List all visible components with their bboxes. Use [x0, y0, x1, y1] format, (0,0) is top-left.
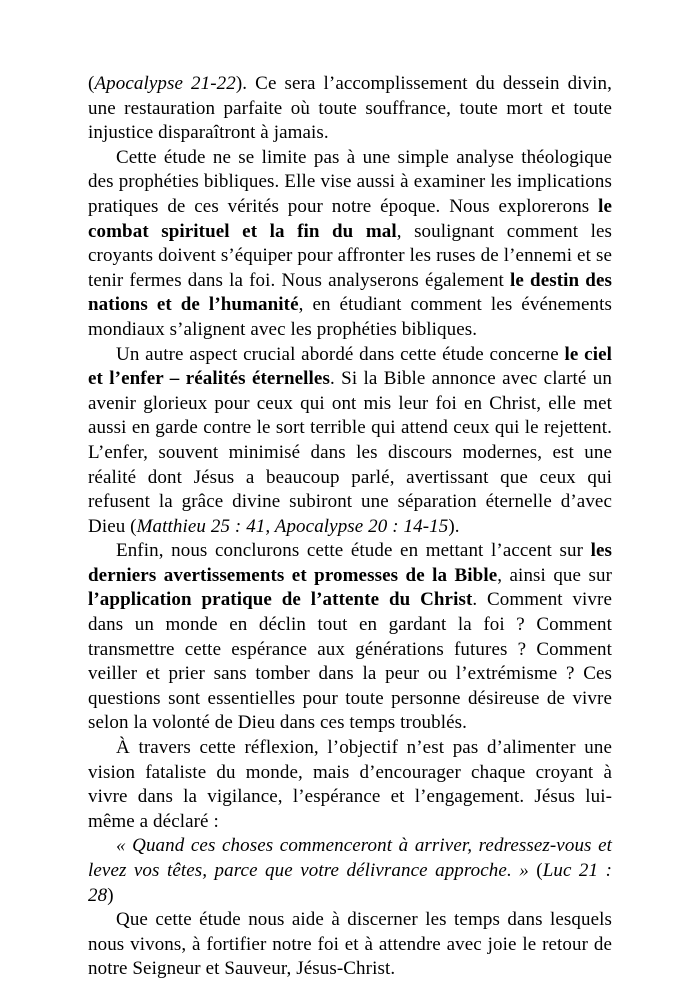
paragraph-3 [88, 343, 612, 540]
text-run-italic: Luc 21 : 28 [88, 860, 612, 906]
paragraph-5 [88, 736, 612, 834]
text-run: ). [448, 515, 460, 537]
text-run: . Comment vivre dans un monde en déclin tout en gardant la foi ? Comment transmettre cette espérance aux générations futures ? Comment veiller et prier sans tomber dans la peur ou l’extrémisme ? Ces questions sont essentielles pour toute personne désireuse de vivre selon la volonté de Dieu dans ces temps troublés. [88, 589, 612, 734]
text-run-italic: Apocalypse 21-22 [94, 73, 236, 94]
text-run-italic: Matthieu 25 : 41, Apocalypse 20 : 14-15 [136, 515, 449, 537]
text-run: , soulignant comment les croyants doivent s’équiper pour affronter les ruses de l’ennemi et se tenir fermes dans la foi. Nous analyserons également [88, 220, 612, 291]
text-run-bold: l’application pratique de l’attente du Christ [88, 589, 473, 611]
text-run-bold: le destin des nations et de l’humanité [88, 269, 612, 316]
text-run: , ainsi que sur [497, 564, 612, 586]
text-run: Cette étude ne se limite pas à une simple analyse théologique des prophéties bibliques. Elle vise aussi à examiner les implications pratiques de ces vérités pour notre époque. Nous explorerons [88, 146, 612, 217]
paragraph-4 [88, 539, 612, 736]
text-run-bold: les derniers avertissements et promesses de la Bible [88, 540, 612, 586]
text-run-bold: le ciel et l’enfer – réalités éternelles [88, 343, 612, 390]
text-run: Un autre aspect crucial abordé dans cette étude concerne [116, 343, 565, 365]
text-run: . Si la Bible annonce avec clarté un avenir glorieux pour ceux qui ont mis leur foi en Christ, elle met aussi en garde contre le sort terrible qui attend ceux qui le rejettent. L’enfer, souvent minimisé dans les discours modernes, est une réalité dont Jésus a beaucoup parlé, avertissant que ceux qui refusent la grâce divine subiront une séparation éternelle d’avec Dieu ( [88, 368, 612, 537]
paragraph-2 [88, 146, 612, 343]
text-run: Que cette étude nous aide à discerner les temps dans lesquels nous vivons, à fortifier notre foi et à attendre avec joie le retour de notre Seigneur et Sauveur, Jésus-Christ. [88, 909, 612, 980]
text-run: , en étudiant comment les événements mondiaux s’alignent avec les prophéties bibliques. [88, 294, 612, 340]
text-block [88, 72, 612, 982]
text-run-italic: « Quand ces choses commenceront à arriver, redressez-vous et levez vos têtes, parce que votre délivrance approche. » [88, 835, 612, 881]
text-run-bold: le combat spirituel et la fin du mal [88, 195, 612, 242]
paragraph-7 [88, 908, 612, 982]
text-run: À travers cette réflexion, l’objectif n’est pas d’alimenter une vision fataliste du monde, mais d’encourager chaque croyant à vivre dans la vigilance, l’espérance et l’engagement. Jésus lui-même a déclaré : [88, 737, 612, 832]
text-run: ( [536, 860, 543, 881]
paragraph-6-quote [88, 834, 612, 908]
text-run: ( [88, 73, 95, 94]
text-run: ) [107, 884, 114, 906]
paragraph-1 [88, 72, 612, 146]
text-run: Enfin, nous conclurons cette étude en mettant l’accent sur [116, 540, 591, 562]
text-run: ). Ce sera l’accomplissement du dessein divin, une restauration parfaite où toute souffrance, toute mort et toute injustice disparaîtront à jamais. [88, 73, 612, 144]
